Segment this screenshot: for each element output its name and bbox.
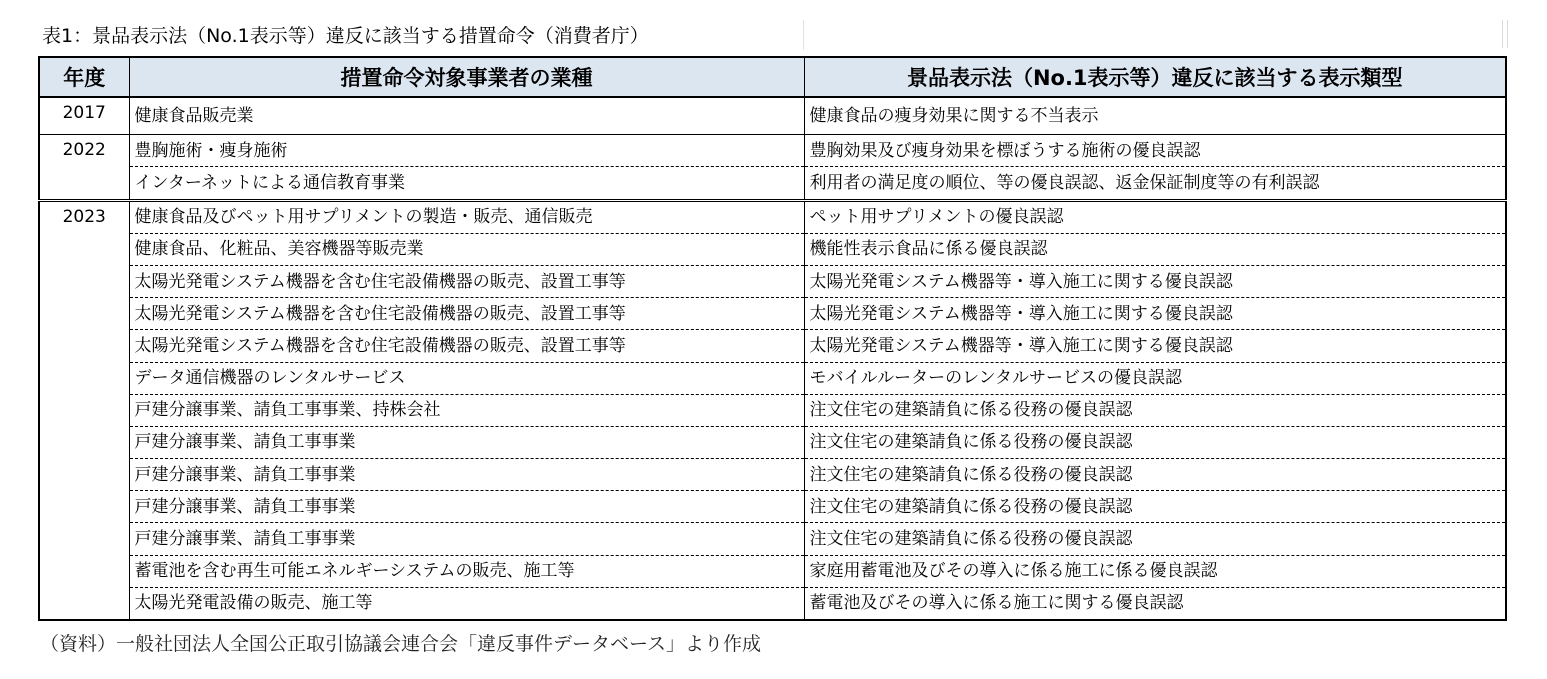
business-cell: 健康食品販売業	[129, 97, 804, 135]
business-cell: 蓄電池を含む再生可能エネルギーシステムの販売、施工等	[129, 555, 804, 587]
business-cell: 豊胸施術・痩身施術	[129, 135, 804, 167]
table-row	[39, 587, 1506, 620]
year-cell: 2022	[39, 135, 129, 200]
table-row	[39, 491, 1506, 523]
category-cell: 注文住宅の建築請負に係る役務の優良誤認	[804, 491, 1506, 523]
table-row	[39, 233, 1506, 265]
business-cell: 健康食品、化粧品、美容機器等販売業	[129, 233, 804, 265]
table-row	[39, 459, 1506, 491]
table-row	[39, 167, 1506, 200]
table-row	[39, 97, 1506, 135]
table-header-row	[39, 57, 1506, 97]
category-cell: ペット用サプリメントの優良誤認	[804, 200, 1506, 233]
year-cell: 2023	[39, 200, 129, 620]
sheet-gridline-right	[1502, 20, 1508, 48]
category-cell: 注文住宅の建築請負に係る役務の優良誤認	[804, 426, 1506, 458]
business-cell: 戸建分譲事業、請負工事事業	[129, 459, 804, 491]
table-row	[39, 330, 1506, 362]
category-cell: 太陽光発電システム機器等・導入施工に関する優良誤認	[804, 265, 1506, 297]
header-business: 措置命令対象事業者の業種	[129, 57, 804, 97]
table-row	[39, 200, 1506, 233]
table-row	[39, 523, 1506, 555]
table-row	[39, 135, 1506, 167]
table-row	[39, 394, 1506, 426]
category-cell: 健康食品の痩身効果に関する不当表示	[804, 97, 1506, 135]
category-cell: 利用者の満足度の順位、等の優良誤認、返金保証制度等の有利誤認	[804, 167, 1506, 200]
table-row	[39, 298, 1506, 330]
category-cell: 太陽光発電システム機器等・導入施工に関する優良誤認	[804, 330, 1506, 362]
table-title: 表1：景品表示法（No.1表示等）違反に該当する措置命令（消費者庁）	[42, 25, 649, 47]
table-row	[39, 265, 1506, 297]
table-row	[39, 362, 1506, 394]
category-cell: 家庭用蓄電池及びその導入に係る施工に係る優良誤認	[804, 555, 1506, 587]
category-cell: 注文住宅の建築請負に係る役務の優良誤認	[804, 394, 1506, 426]
business-cell: 戸建分譲事業、請負工事事業、持株会社	[129, 394, 804, 426]
source-note: （資料）一般社団法人全国公正取引協議会連合会「違反事件データベース」より作成	[40, 633, 762, 655]
business-cell: データ通信機器のレンタルサービス	[129, 362, 804, 394]
business-cell: 健康食品及びペット用サプリメントの製造・販売、通信販売	[129, 200, 804, 233]
category-cell: 機能性表示食品に係る優良誤認	[804, 233, 1506, 265]
header-category: 景品表示法（No.1表示等）違反に該当する表示類型	[804, 57, 1506, 97]
business-cell: 戸建分譲事業、請負工事事業	[129, 523, 804, 555]
business-cell: インターネットによる通信教育事業	[129, 167, 804, 200]
business-cell: 太陽光発電システム機器を含む住宅設備機器の販売、設置工事等	[129, 298, 804, 330]
business-cell: 太陽光発電システム機器を含む住宅設備機器の販売、設置工事等	[129, 330, 804, 362]
category-cell: モバイルルーターのレンタルサービスの優良誤認	[804, 362, 1506, 394]
sheet-gridline	[803, 20, 804, 50]
category-cell: 注文住宅の建築請負に係る役務の優良誤認	[804, 523, 1506, 555]
table-row	[39, 555, 1506, 587]
business-cell: 太陽光発電システム機器を含む住宅設備機器の販売、設置工事等	[129, 265, 804, 297]
business-cell: 戸建分譲事業、請負工事事業	[129, 491, 804, 523]
measures-table	[38, 56, 1507, 621]
header-year: 年度	[39, 57, 129, 97]
category-cell: 蓄電池及びその導入に係る施工に関する優良誤認	[804, 587, 1506, 620]
business-cell: 戸建分譲事業、請負工事事業	[129, 426, 804, 458]
business-cell: 太陽光発電設備の販売、施工等	[129, 587, 804, 620]
year-cell: 2017	[62, 103, 106, 123]
table-row	[39, 426, 1506, 458]
category-cell: 豊胸効果及び痩身効果を標ぼうする施術の優良誤認	[804, 135, 1506, 167]
category-cell: 注文住宅の建築請負に係る役務の優良誤認	[804, 459, 1506, 491]
category-cell: 太陽光発電システム機器等・導入施工に関する優良誤認	[804, 298, 1506, 330]
